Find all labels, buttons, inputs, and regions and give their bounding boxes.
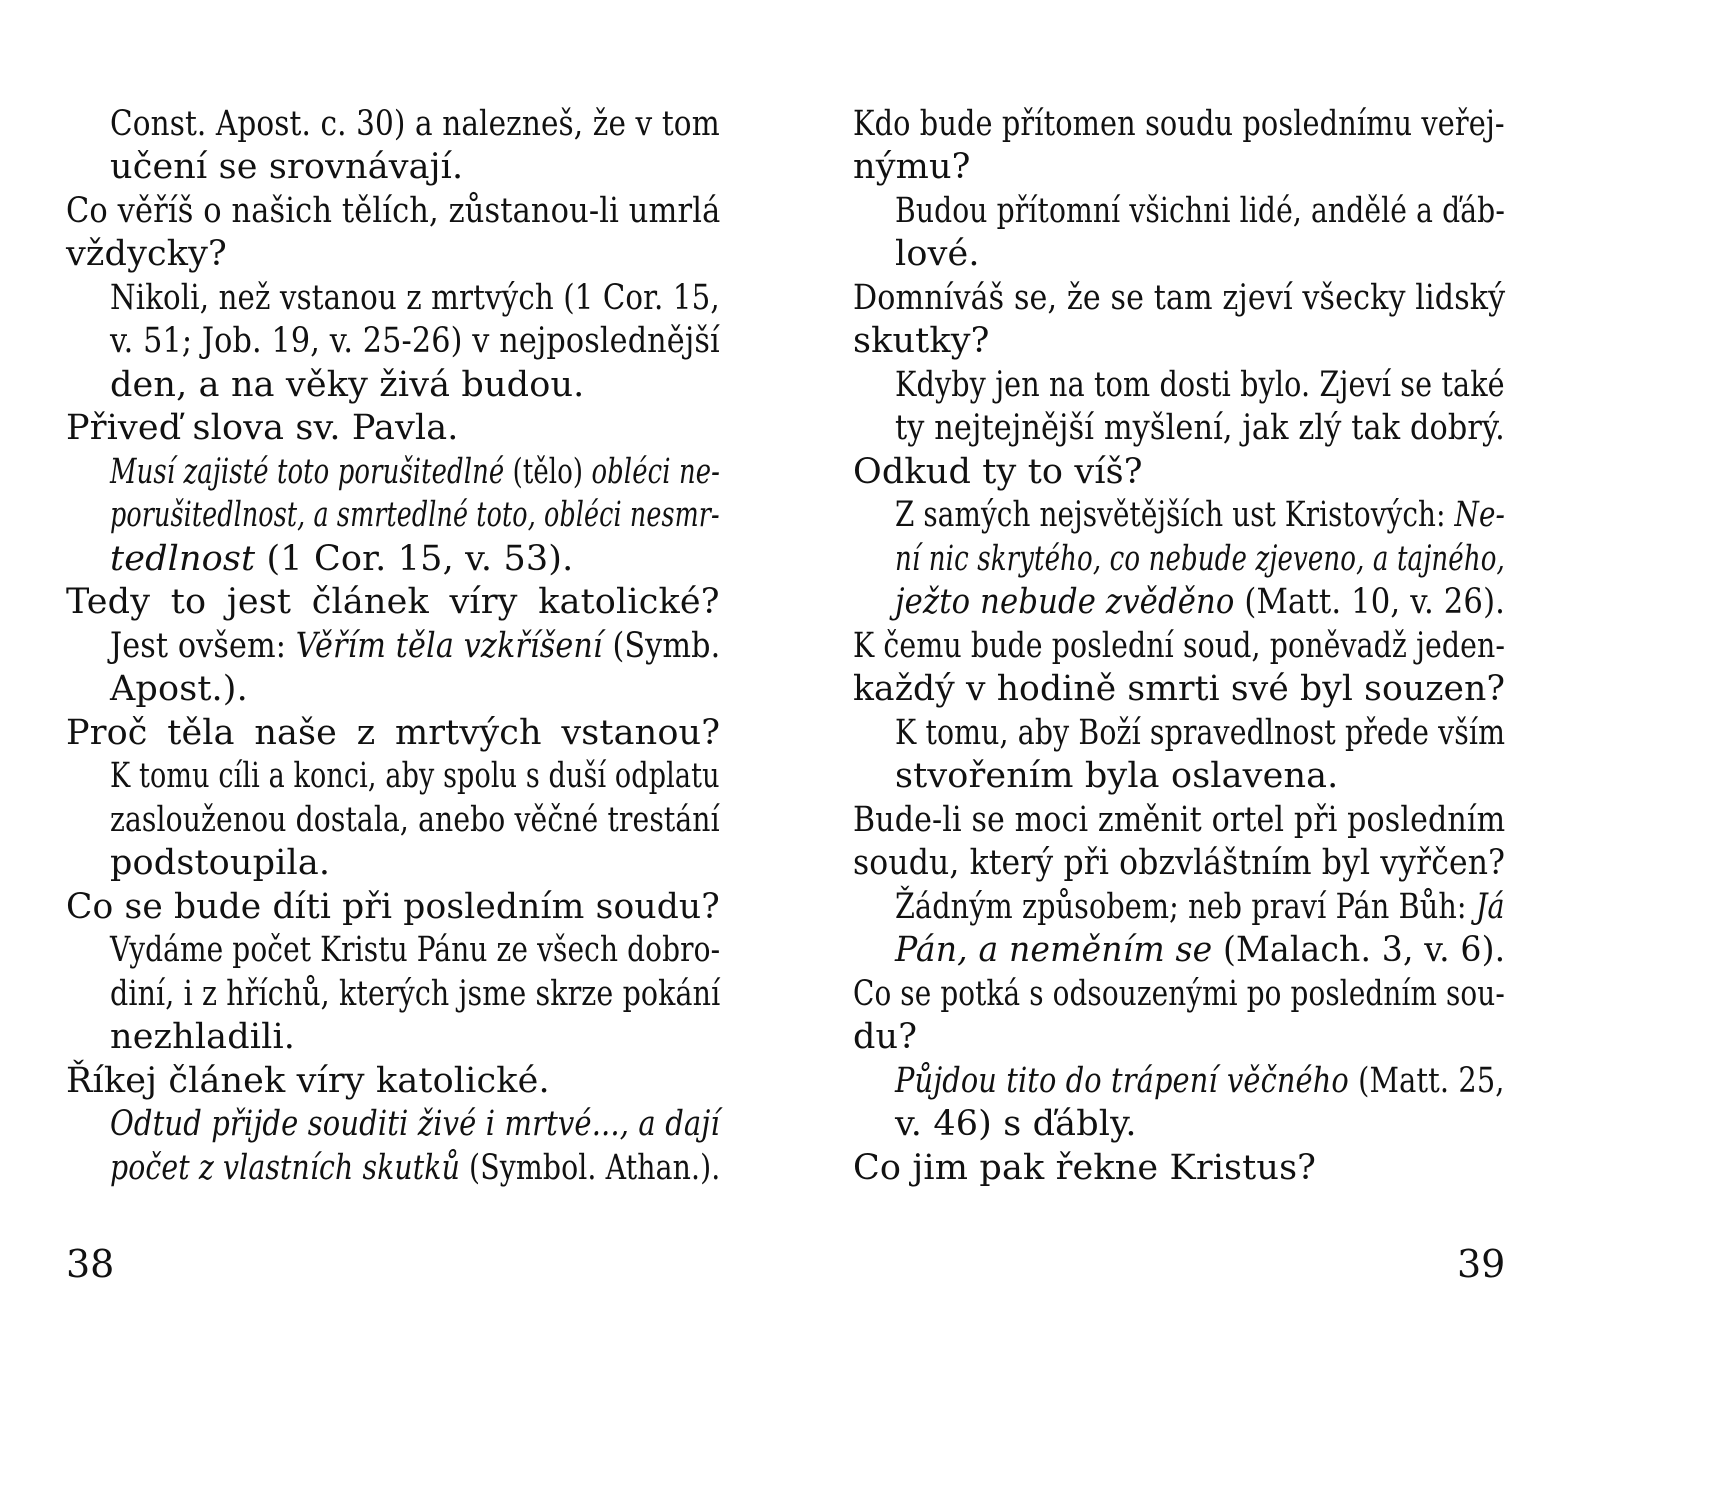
- answer-text: [895, 1061, 1505, 1101]
- question-text: Co se potká s odsouzenými po posledním sou-: [853, 974, 1505, 1014]
- answer-text: Apost.).: [110, 669, 248, 709]
- quotation-text: obléci ne-: [591, 452, 721, 492]
- citation-text: (Matt. 10, v. 26).: [1234, 582, 1506, 622]
- quotation-text: Ne-: [1454, 495, 1506, 535]
- quotation-text: Musí zajisté toto porušitedlné: [110, 452, 505, 492]
- citation-text: (Matt. 25,: [1348, 1061, 1505, 1101]
- question-text: Kdo bude přítomen soudu poslednímu veřej-: [853, 104, 1505, 144]
- question-text: Co jim pak řekne Kristus?: [853, 1148, 1317, 1188]
- citation-text: (Symb.: [602, 626, 721, 666]
- question-text: skutky?: [853, 321, 990, 361]
- answer-text: [110, 452, 721, 492]
- answer-text: [895, 495, 1506, 535]
- answer-text: nezhladili.: [110, 1017, 296, 1057]
- answer-text: den, a na věky živá budou.: [110, 365, 585, 405]
- page-number: 39: [1457, 1242, 1506, 1286]
- answer-text: [895, 887, 1505, 927]
- answer-text: zaslouženou dostala, anebo věčné trestání: [110, 800, 720, 840]
- question-text: Tedy to jest článek víry katolické?: [66, 582, 720, 622]
- answer-lead-text: Z samých nejsvětějších ust Kristových:: [895, 495, 1455, 535]
- question-text: Bude-li se moci změnit ortel při posledním: [853, 800, 1506, 840]
- question-text: du?: [853, 1017, 918, 1057]
- citation-text: (Malach. 3, v. 6).: [1212, 930, 1506, 970]
- question-text: soudu, který při obzvláštním byl vyřčen?: [853, 843, 1506, 883]
- answer-text: Kdyby jen na tom dosti bylo. Zjeví se také: [895, 365, 1505, 405]
- answer-text: v. 51; Job. 19, v. 25-26) v nejposlednější: [110, 321, 720, 361]
- answer-text: Budou přítomní všichni lidé, andělé a ďáb-: [895, 191, 1505, 231]
- page-number: 38: [66, 1242, 115, 1286]
- answer-text: K tomu cíli a konci, aby spolu s duší odplatu: [110, 756, 720, 796]
- quotation-text: Půjdou tito do trápení věčného: [895, 1061, 1349, 1101]
- answer-text: podstoupila.: [110, 843, 331, 883]
- quotation-text: ní nic skrytého, co nebude zjeveno, a tajného,: [895, 539, 1505, 579]
- quotation-text: Pán, a neměním se: [895, 930, 1213, 970]
- answer-text: K tomu, aby Boží spravedlnost přede vším: [895, 713, 1506, 753]
- question-text: Proč těla naše z mrtvých vstanou?: [66, 713, 721, 753]
- answer-text: Nikoli, než vstanou z mrtvých (1 Cor. 15,: [110, 278, 720, 318]
- question-text: Co se bude díti při posledním soudu?: [66, 887, 720, 927]
- answer-text: stvořením byla oslavena.: [895, 756, 1339, 796]
- quotation-text: porušitedlnost, a smrtedlné toto, obléci nesmr-: [110, 495, 720, 535]
- question-text: vždycky?: [66, 234, 227, 274]
- question-text: Domníváš se, že se tam zjeví všecky lidský: [853, 278, 1506, 318]
- quotation-text: Věřím těla vzkříšení: [295, 626, 603, 666]
- question-text: Co věříš o našich tělích, zůstanou-li umrlá: [66, 191, 721, 231]
- quotation-text: Já: [1475, 887, 1505, 927]
- question-text: Odkud ty to víš?: [853, 452, 1143, 492]
- quotation-text: ježto nebude zvěděno: [895, 582, 1235, 622]
- answer-text: [895, 582, 1506, 622]
- answer-text: učení se srovnávají.: [110, 147, 464, 187]
- right-page: [853, 0, 1734, 1500]
- question-text: Říkej článek víry katolické.: [66, 1061, 550, 1101]
- answer-text: [110, 626, 721, 666]
- citation-text: (Symbol. Athan.).: [459, 1148, 721, 1188]
- answer-lead-text: Žádným způsobem; neb praví Pán Bůh:: [895, 887, 1476, 927]
- citation-text: (1 Cor. 15, v. 53).: [255, 539, 574, 579]
- answer-text: [110, 1148, 721, 1188]
- quotation-text: Odtud přijde souditi živé i mrtvé..., a dají: [110, 1104, 720, 1144]
- answer-text: Const. Apost. c. 30) a nalezneš, že v tom: [110, 104, 720, 144]
- answer-text: v. 46) s ďábly.: [895, 1104, 1137, 1144]
- answer-text: [110, 539, 574, 579]
- question-text: K čemu bude poslední soud, poněvadž jeden-: [853, 626, 1506, 666]
- answer-text: Vydáme počet Kristu Pánu ze všech dobro-: [110, 930, 721, 970]
- quotation-text: tedlnost: [110, 539, 256, 579]
- answer-text: ty nejtejnější myšlení, jak zlý tak dobrý.: [895, 408, 1505, 448]
- annotation-text: (tělo): [504, 452, 592, 492]
- question-text: nýmu?: [853, 147, 971, 187]
- answer-text: lové.: [895, 234, 980, 274]
- answer-text: [895, 930, 1506, 970]
- answer-lead-text: Jest ovšem:: [110, 626, 296, 666]
- question-text: každý v hodině smrti své byl souzen?: [853, 669, 1506, 709]
- answer-text: diní, i z hříchů, kterých jsme skrze pokání: [110, 974, 721, 1014]
- quotation-text: počet z vlastních skutků: [110, 1148, 460, 1188]
- question-text: Přiveď slova sv. Pavla.: [66, 408, 459, 448]
